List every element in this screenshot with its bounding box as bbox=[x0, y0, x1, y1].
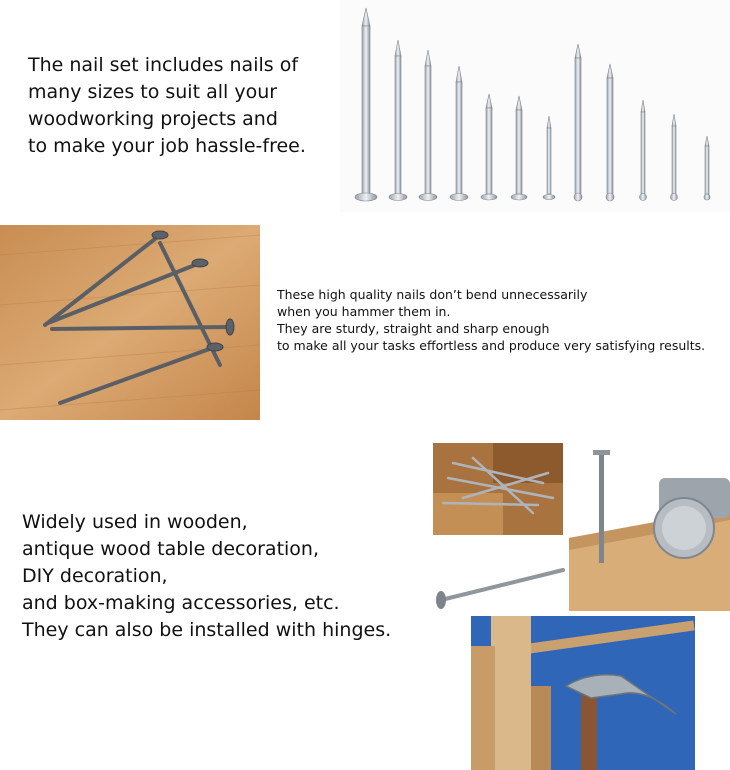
intro-text bbox=[28, 52, 306, 160]
usage-line: antique wood table decoration, bbox=[22, 538, 320, 560]
usage-text bbox=[22, 509, 391, 644]
nail-pile-image bbox=[433, 443, 563, 535]
intro-line: to make your job hassle-free. bbox=[28, 135, 306, 157]
usage-line: Widely used in wooden, bbox=[22, 511, 248, 533]
hammer-nail-image bbox=[569, 448, 730, 611]
intro-line: woodworking projects and bbox=[28, 108, 278, 130]
single-nail-image bbox=[433, 562, 569, 612]
quality-line: when you hammer them in. bbox=[277, 304, 451, 319]
usage-line: They can also be installed with hinges. bbox=[22, 619, 392, 641]
usage-line: and box-making accessories, etc. bbox=[22, 592, 340, 614]
nails-on-wood-image bbox=[0, 225, 260, 420]
quality-line: to make all your tasks effortless and produce very satisfying results. bbox=[277, 338, 706, 353]
quality-line: They are sturdy, straight and sharp enough bbox=[277, 321, 550, 336]
usage-line: DIY decoration, bbox=[22, 565, 168, 587]
quality-text bbox=[277, 286, 705, 354]
nail-lineup-image bbox=[340, 0, 730, 212]
quality-line: These high quality nails don’t bend unnecessarily bbox=[277, 287, 588, 302]
hammer-frame-image bbox=[471, 616, 695, 770]
intro-line: The nail set includes nails of bbox=[28, 54, 299, 76]
intro-line: many sizes to suit all your bbox=[28, 81, 278, 103]
